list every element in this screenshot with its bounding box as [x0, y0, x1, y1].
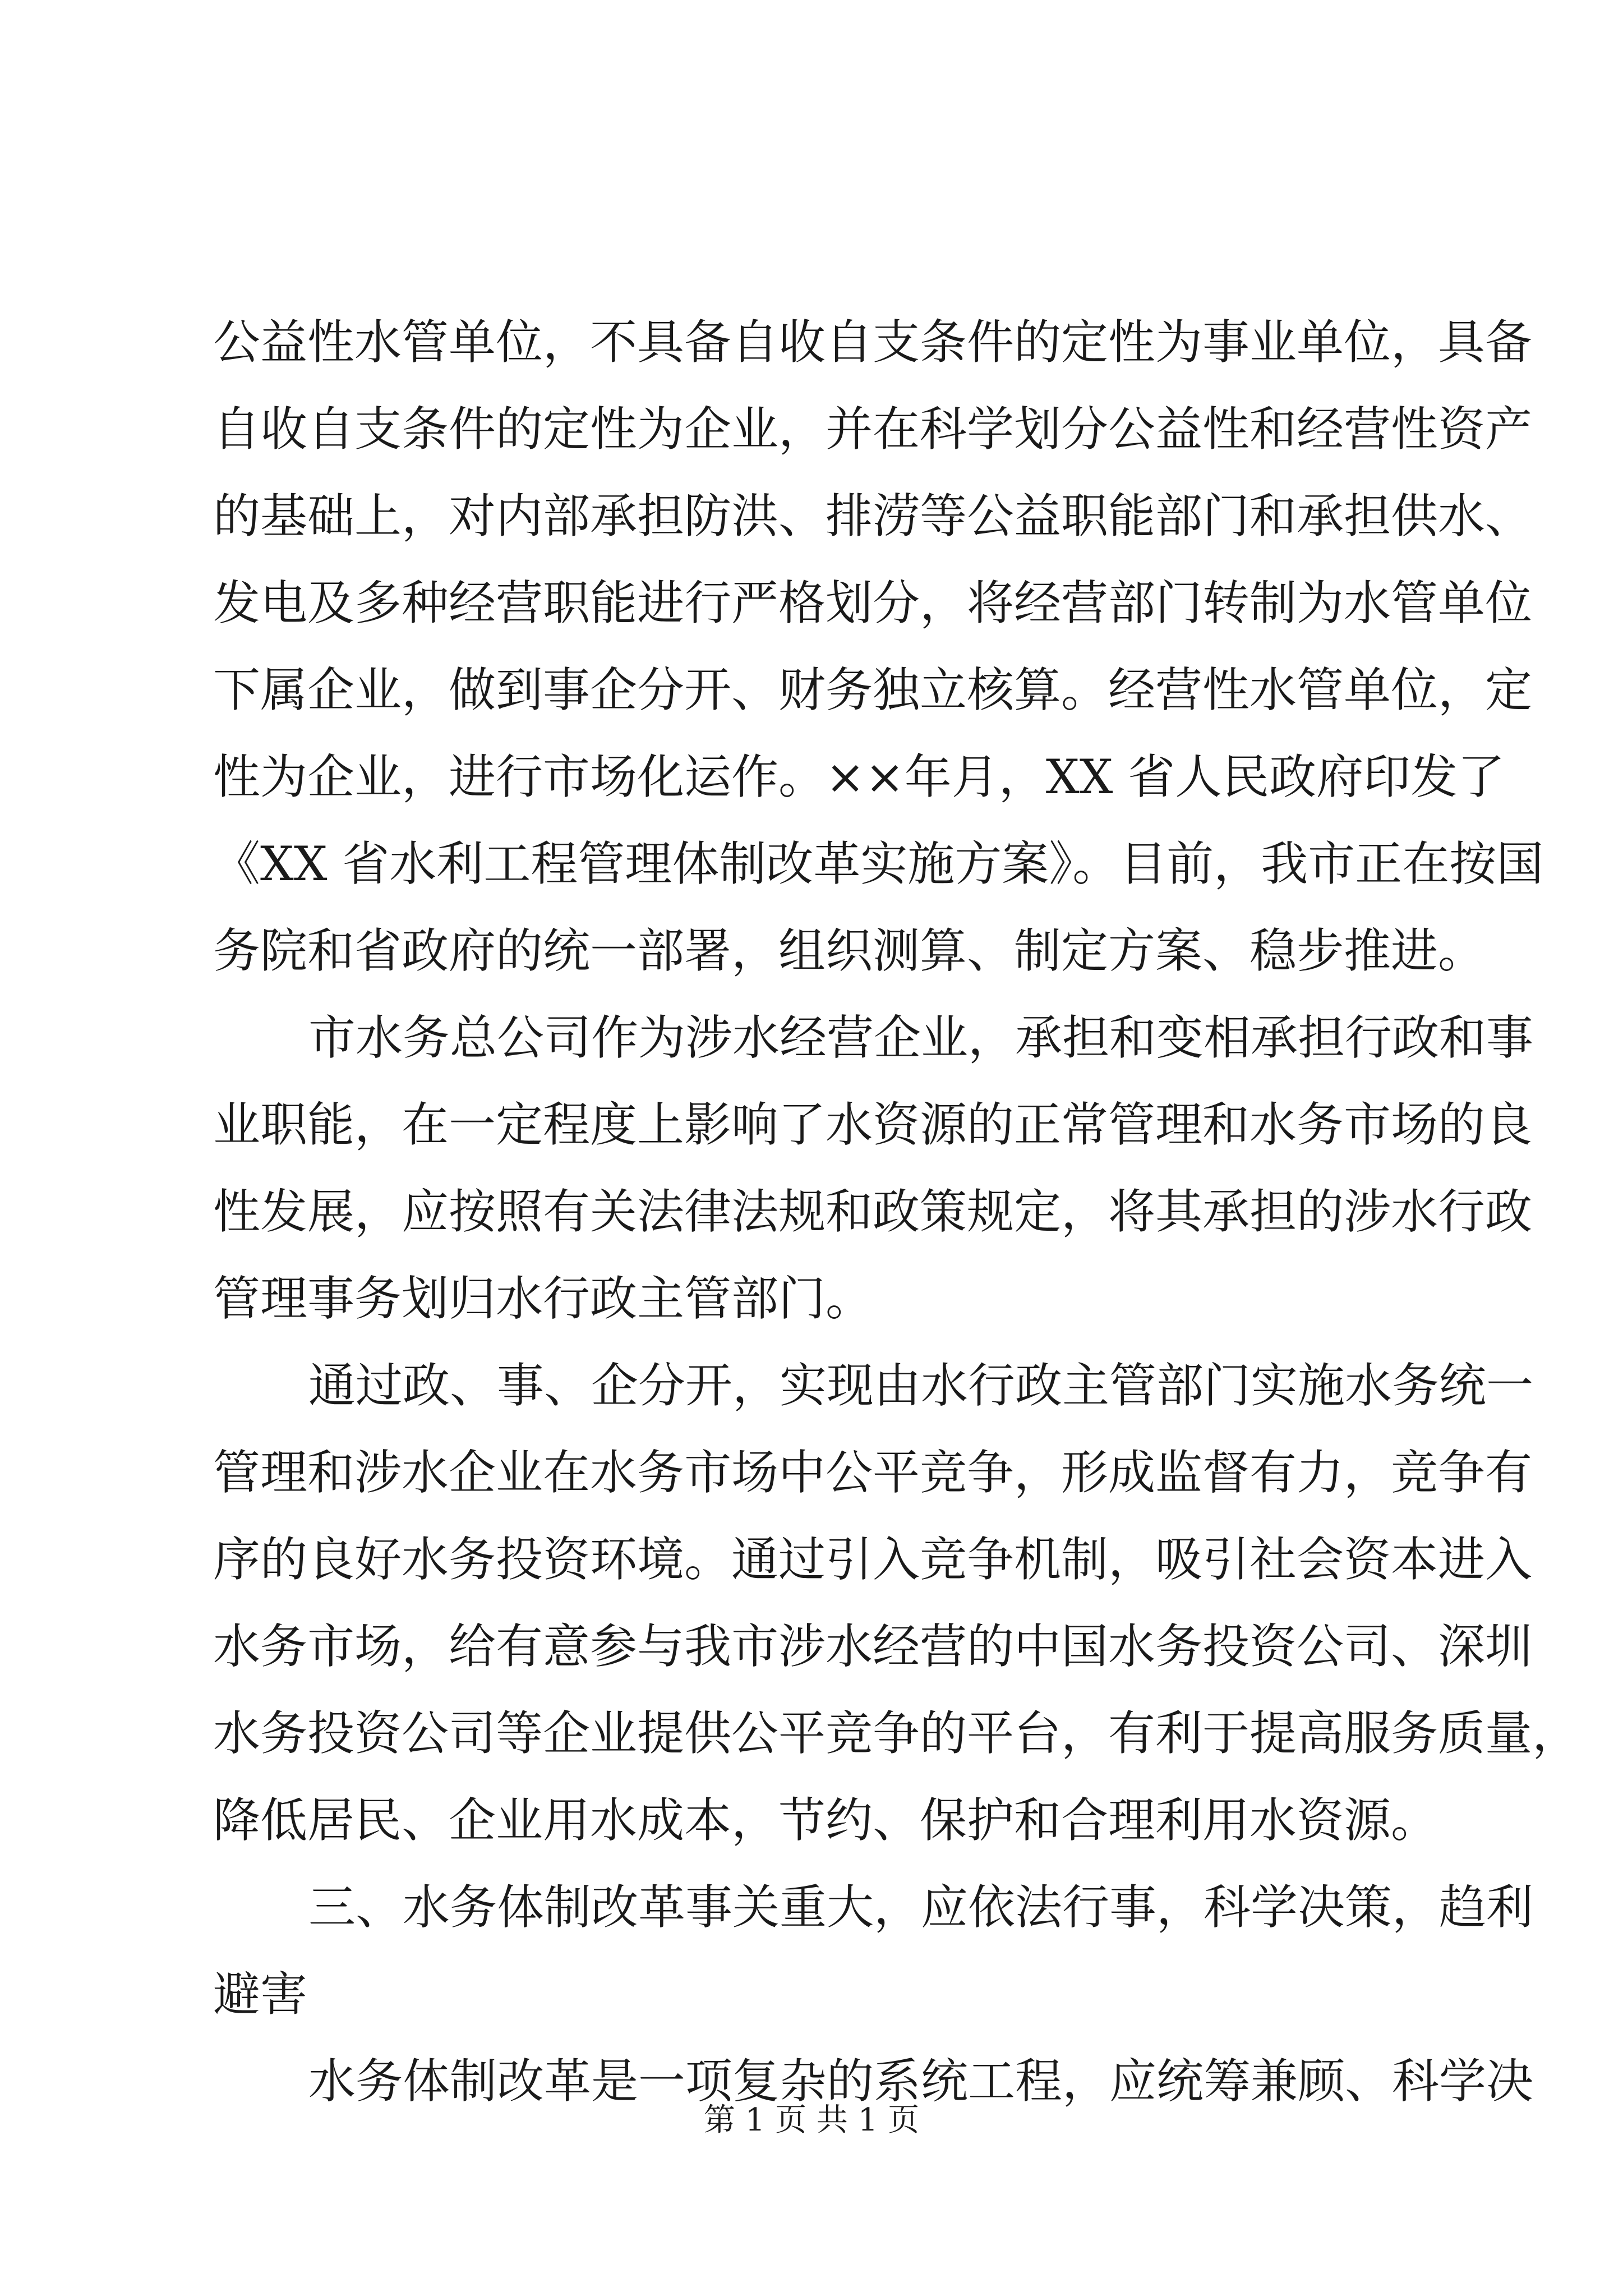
paragraph-2-line-2: 业职能，在一定程度上影响了水资源的正常管理和水务市场的良 [213, 1097, 1533, 1152]
paragraph-3-line-6: 降低居民、企业用水成本，节约、保护和合理利用水资源。 [213, 1793, 1438, 1848]
paragraph-4-line-2: 避害 [213, 1967, 308, 2022]
paragraph-1-line-2: 自收自支条件的定性为企业，并在科学划分公益性和经营性资产 [213, 402, 1533, 457]
paragraph-3-line-5: 水务投资公司等企业提供公平竞争的平台，有利于提高服务质量， [213, 1706, 1580, 1761]
paragraph-1-line-3: 的基础上，对内部承担防洪、排涝等公益职能部门和承担供水、 [213, 489, 1533, 544]
paragraph-1-line-7: 《XX 省水利工程管理体制改革实施方案》。目前，我市正在按国 [213, 836, 1544, 891]
paragraph-1-line-1: 公益性水管单位，不具备自收自支条件的定性为事业单位，具备 [213, 315, 1533, 370]
paragraph-2-line-3: 性发展，应按照有关法律法规和政策规定，将其承担的涉水行政 [213, 1184, 1533, 1239]
paragraph-1-line-8: 务院和省政府的统一部署，组织测算、制定方案、稳步推进。 [213, 923, 1486, 978]
paragraph-3-line-1: 通过政、事、企分开，实现由水行政主管部门实施水务统一 [308, 1358, 1534, 1413]
paragraph-5-line-1: 水务体制改革是一项复杂的系统工程，应统筹兼顾、科学决 [308, 2054, 1534, 2109]
paragraph-3-line-3: 序的良好水务投资环境。通过引入竞争机制，吸引社会资本进入 [213, 1532, 1533, 1587]
paragraph-1-line-5: 下属企业，做到事企分开、财务独立核算。经营性水管单位，定 [213, 662, 1533, 717]
paragraph-2-line-1: 市水务总公司作为涉水经营企业，承担和变相承担行政和事 [308, 1010, 1534, 1065]
paragraph-3-line-4: 水务市场，给有意参与我市涉水经营的中国水务投资公司、深圳 [213, 1619, 1533, 1674]
paragraph-2-line-4: 管理事务划归水行政主管部门。 [213, 1271, 873, 1326]
paragraph-1-line-4: 发电及多种经营职能进行严格划分，将经营部门转制为水管单位 [213, 576, 1533, 631]
paragraph-4-line-1: 三、水务体制改革事关重大，应依法行事，科学决策，趋利 [308, 1880, 1534, 1935]
paragraph-1-line-6: 性为企业，进行市场化运作。××年月，XX 省人民政府印发了 [213, 749, 1505, 804]
page-number-footer: 第 1 页 共 1 页 [703, 2102, 920, 2138]
paragraph-3-line-2: 管理和涉水企业在水务市场中公平竞争，形成监督有力，竞争有 [213, 1445, 1533, 1500]
